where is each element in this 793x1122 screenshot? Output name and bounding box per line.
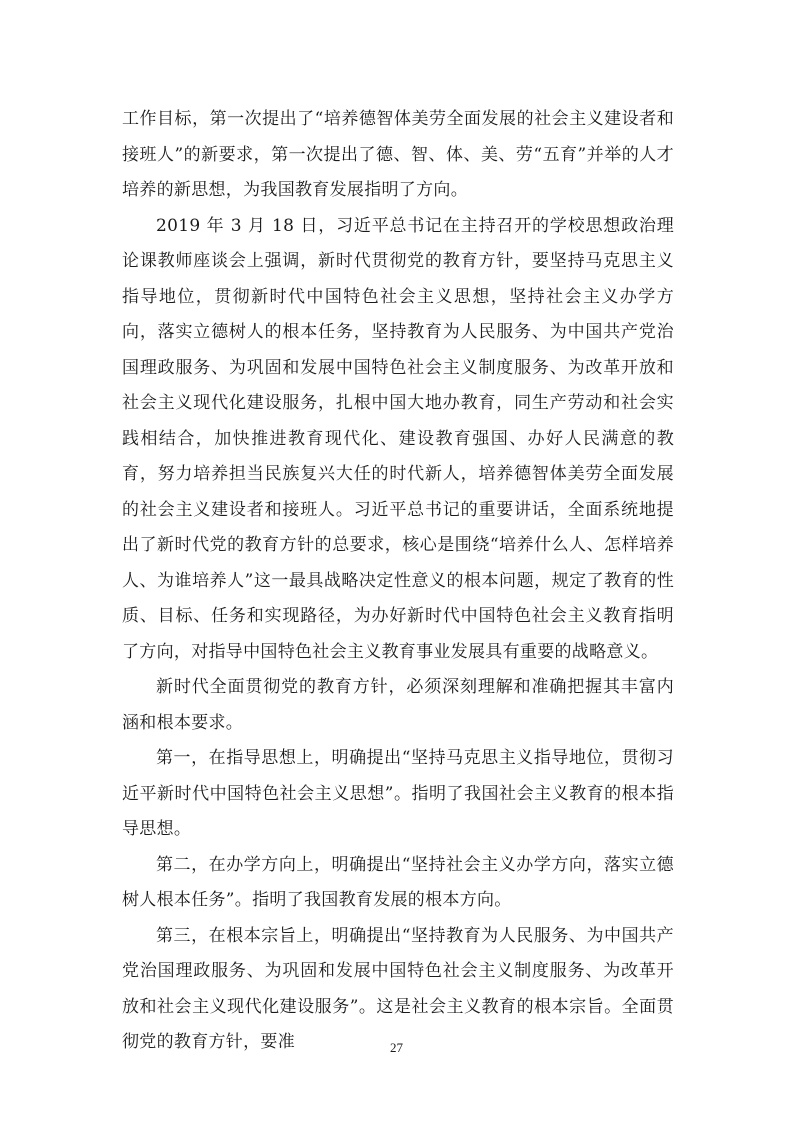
body-text [122,102,674,1061]
paragraph-third-point: 第三，在根本宗旨上，明确提出“坚持教育为人民服务、为中国共产党治国理政服务、为巩固和发展中国特色社会主义制度服务、为改革开放和社会主义现代化建设服务”。这是社会主义教育的根本宗旨。全面贯彻党的教育方针，要准 [122,925,674,1052]
paragraph-first-point: 第一，在指导思想上，明确提出“坚持马克思主义指导地位，贯彻习近平新时代中国特色社会主义思想”。指明了我国社会主义教育的根本指导思想。 [122,748,674,839]
paragraph-2019-speech: 2019 年 3 月 18 日，习近平总书记在主持召开的学校思想政治理论课教师座谈会上强调，新时代贯彻党的教育方针，要坚持马克思主义指导地位，贯彻新时代中国特色社会主义思想，坚持社会主义办学方向，落实立德树人的根本任务，坚持教育为人民服务、为中国共产党治国理政服务、为巩固和发展中国特色社会主义制度服务、为改革开放和社会主义现代化建设服务，扎根中国大地办教育，同生产劳动和社会实践相结合，加快推进教育现代化、建设教育强国、办好人民满意的教育，努力培养担当民族复兴大任的时代新人，培养德智体美劳全面发展的社会主义建设者和接班人。习近平总书记的重要讲话，全面系统地提出了新时代党的教育方针的总要求，核心是围绕“培养什么人、怎样培养人、为谁培养人”这一最具战略决定性意义的根本问题，规定了教育的性质、目标、任务和实现路径，为办好新时代中国特色社会主义教育指明了方向，对指导中国特色社会主义教育事业发展具有重要的战略意义。 [122,215,674,662]
paragraph-second-point: 第二，在办学方向上，明确提出“坚持社会主义办学方向，落实立德树人根本任务”。指明了我国教育发展的根本方向。 [122,854,674,910]
paragraph-continuation: 工作目标，第一次提出了“培养德智体美劳全面发展的社会主义建设者和接班人”的新要求，第一次提出了德、智、体、美、劳“五育”并举的人才培养的新思想，为我国教育发展指明了方向。 [122,109,674,200]
page-number: 27 [390,1040,403,1055]
paragraph-intro-requirements: 新时代全面贯彻党的教育方针，必须深刻理解和准确把握其丰富内涵和根本要求。 [122,677,674,733]
